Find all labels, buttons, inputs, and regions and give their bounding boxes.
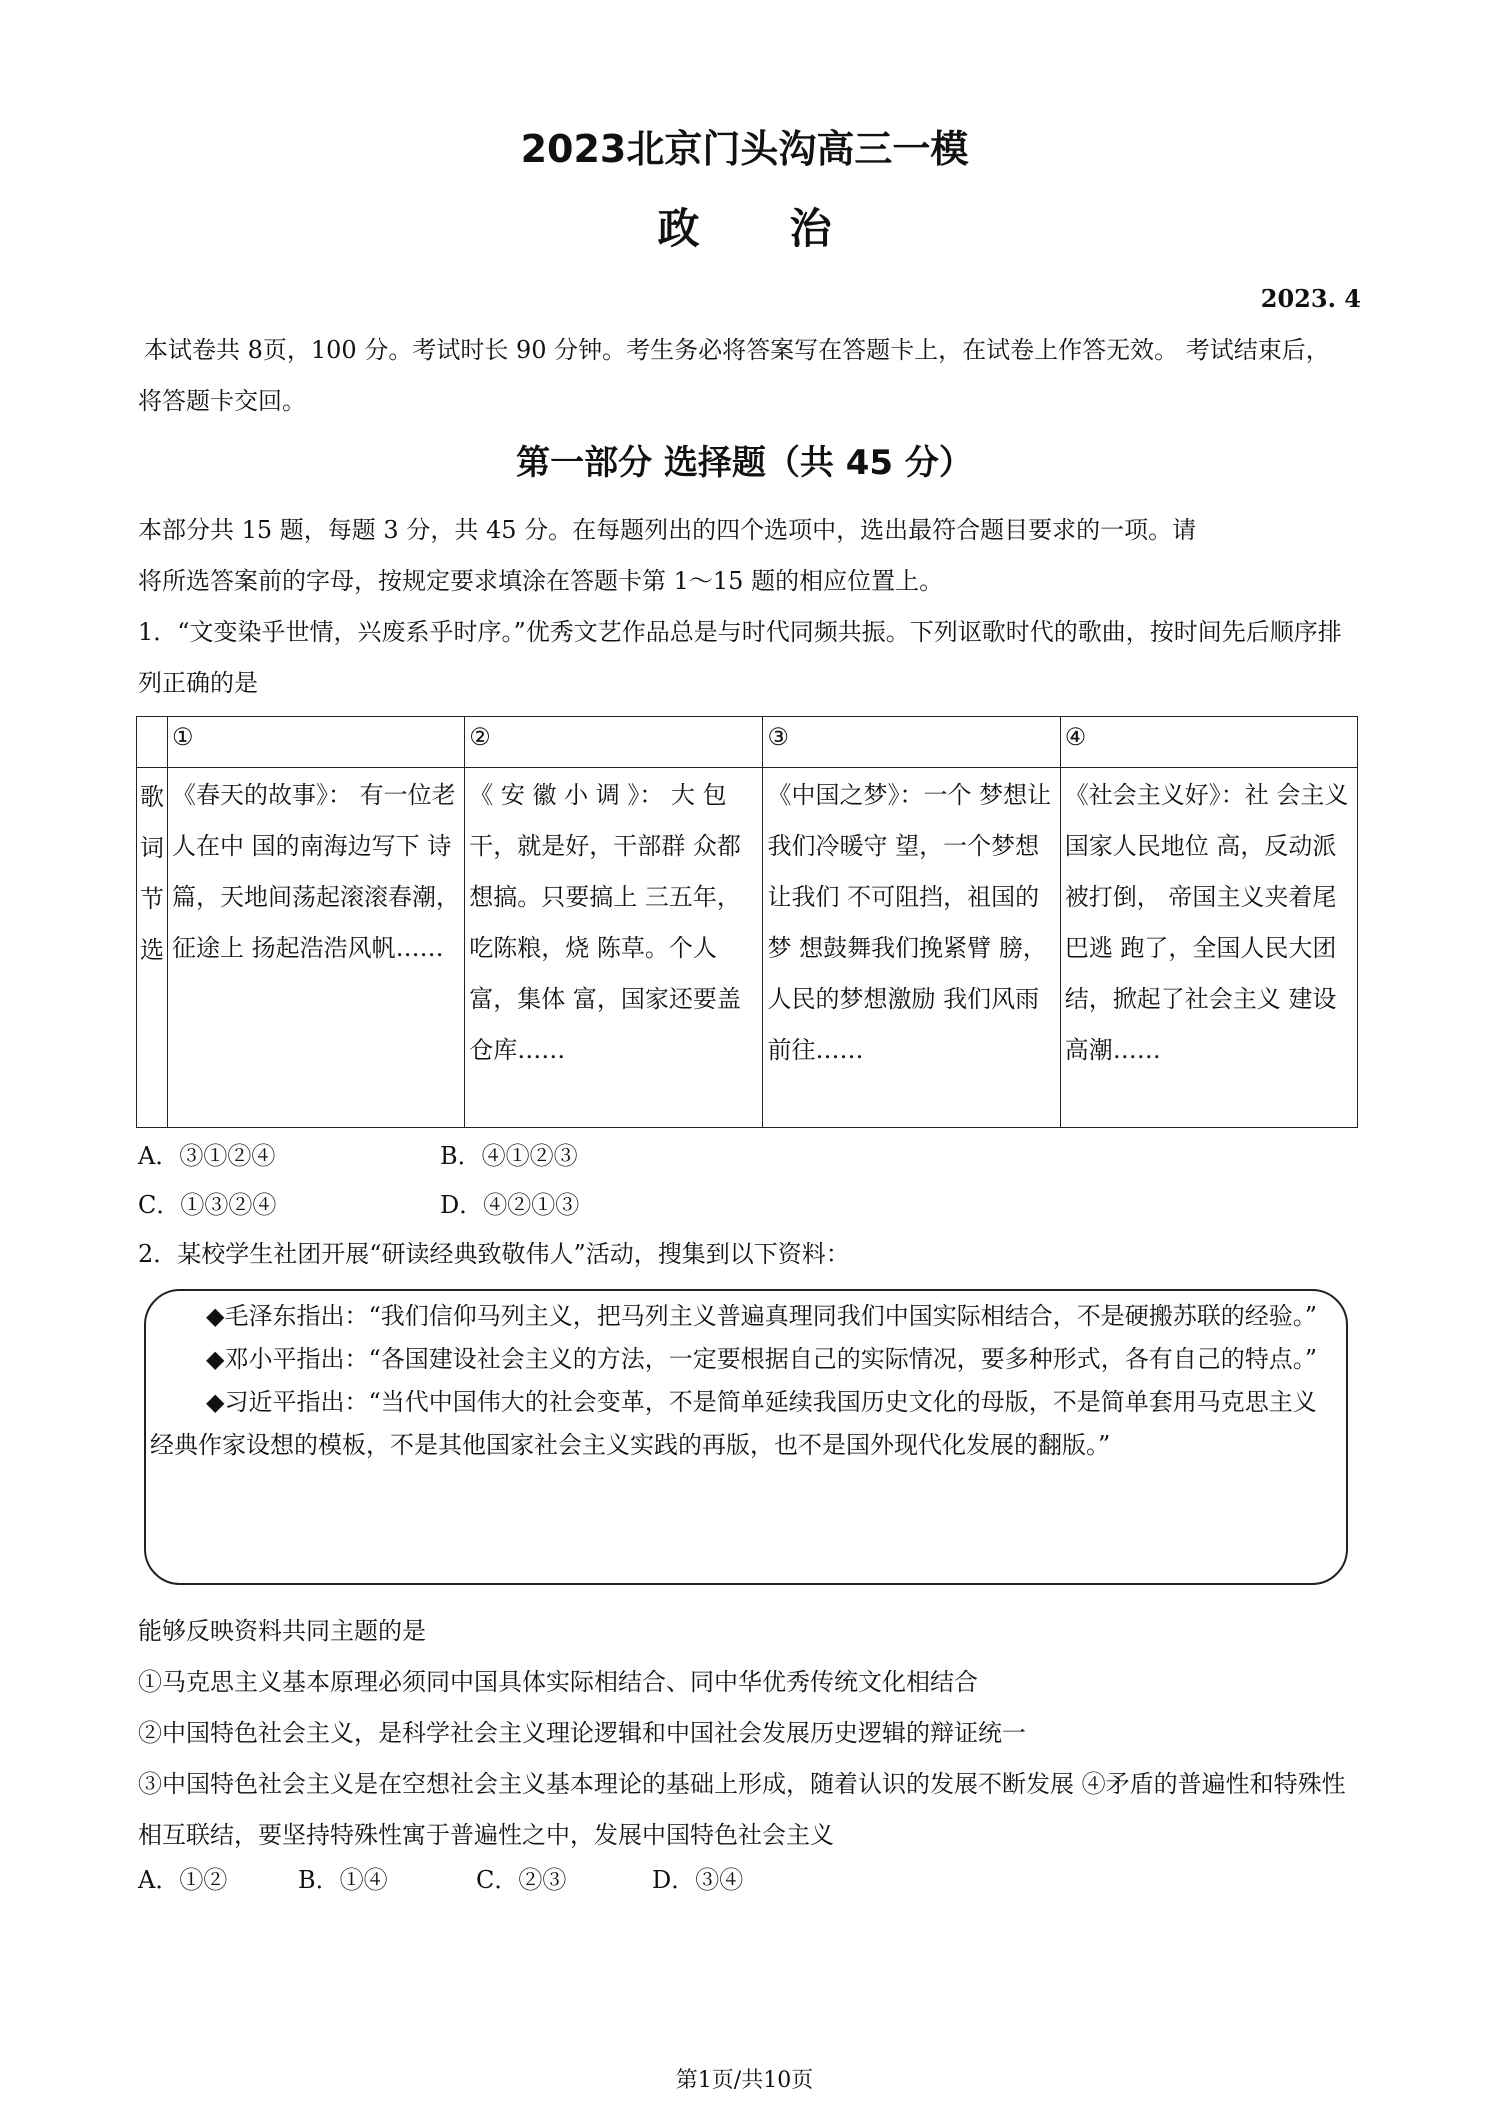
option-c[interactable]: C．①③②④ — [138, 1191, 277, 1219]
table-corner-cell — [137, 717, 168, 768]
option-d[interactable]: D．④②①③ — [440, 1191, 580, 1219]
part-one-instruction: 本部分共 15 题，每题 3 分，共 45 分。在每题列出的四个选项中，选出最符合题目要求的一项。请将所选答案前的字母，按规定要求填涂在答题卡第 1～15 题的相应位置上。 — [138, 516, 1197, 595]
table-side-label: 歌词节选 — [137, 768, 168, 1128]
table-header-cell: ③ — [763, 717, 1060, 768]
exam-intro: 本试卷共 8页，100 分。考试时长 90 分钟。考生务必将答案写在答题卡上，在试卷上作答无效。 考试结束后，将答题卡交回。 — [138, 336, 1330, 415]
question-1-stem: 1．“文变染乎世情，兴废系乎时序。”优秀文艺作品总是与时代同频共振。下列讴歌时代的歌曲，按时间先后顺序排列正确的是 — [138, 618, 1342, 697]
option-c[interactable]: C．②③ — [476, 1866, 567, 1894]
question-2-stem: 2．某校学生社团开展“研读经典致敬伟人”活动，搜集到以下资料： — [138, 1240, 850, 1268]
table-header-cell: ① — [167, 717, 464, 768]
table-header-cell: ② — [465, 717, 763, 768]
page-footer: 第1页/共10页 — [675, 2068, 814, 2093]
quote-mao: ◆毛泽东指出：“我们信仰马列主义，把马列主义普遍真理同我们中国实际相结合，不是硬搬苏联的经验。” — [206, 1302, 1317, 1330]
part-one-title: 第一部分 选择题（共 45 分） — [516, 443, 973, 483]
lyrics-table-row — [137, 768, 1358, 1128]
quotes-box — [144, 1289, 1348, 1585]
statement-1: ①马克思主义基本原理必须同中国具体实际相结合、同中华优秀传统文化相结合 — [138, 1668, 978, 1696]
lyrics-cell: 《 安 徽 小 调 》： 大 包干，就是好，干部群 众都想搞。只要搞上 三五年，吃陈粮，烧 陈草。个人富，集体 富，国家还要盖仓库…… — [465, 768, 763, 1128]
exam-title: 2023北京门头沟高三一模 — [520, 127, 969, 171]
question-2-prompt — [138, 1606, 1353, 1861]
option-d[interactable]: D．③④ — [652, 1866, 744, 1894]
option-a[interactable]: A．①② — [138, 1866, 228, 1894]
statement-3-4: ③中国特色社会主义是在空想社会主义基本理论的基础上形成，随着认识的发展不断发展 ④矛盾的普遍性和特殊性相互联结，要坚持特殊性寓于普遍性之中，发展中国特色社会主义 — [138, 1770, 1346, 1849]
exam-date: 2023. 4 — [1260, 284, 1361, 313]
option-b[interactable]: B．①④ — [298, 1866, 388, 1894]
option-a[interactable]: A．③①②④ — [138, 1142, 276, 1170]
lyrics-cell: 《社会主义好》：社 会主义国家人民地位 高，反动派被打倒， 帝国主义夹着尾巴逃 跑了，全国人民大团 结，掀起了社会主义 建设高潮…… — [1060, 768, 1357, 1128]
table-header-cell: ④ — [1060, 717, 1357, 768]
lyrics-table-header-row — [137, 717, 1358, 768]
quote-deng: ◆邓小平指出：“各国建设社会主义的方法，一定要根据自己的实际情况，要多种形式，各有自己的特点。” — [206, 1345, 1317, 1373]
quote-xi: ◆习近平指出：“当代中国伟大的社会变革，不是简单延续我国历史文化的母版，不是简单套用马克思主义经典作家设想的模板，不是其他国家社会主义实践的再版，也不是国外现代化发展的翻版。” — [150, 1388, 1317, 1459]
lyrics-cell: 《春天的故事》： 有一位老人在中 国的南海边写下 诗篇，天地间荡起滚滚春潮，征途上 扬起浩浩风帆…… — [167, 768, 464, 1128]
lyrics-cell: 《中国之梦》：一个 梦想让我们冷暖守 望，一个梦想让我们 不可阻挡，祖国的梦 想鼓舞我们挽紧臂 膀，人民的梦想激励 我们风雨前往…… — [763, 768, 1060, 1128]
subject-title: 政治 — [657, 204, 922, 253]
question-2-question: 能够反映资料共同主题的是 — [138, 1617, 426, 1645]
statement-2: ②中国特色社会主义，是科学社会主义理论逻辑和中国社会发展历史逻辑的辩证统一 — [138, 1719, 1026, 1747]
lyrics-table — [136, 716, 1358, 1128]
option-b[interactable]: B．④①②③ — [440, 1142, 578, 1170]
